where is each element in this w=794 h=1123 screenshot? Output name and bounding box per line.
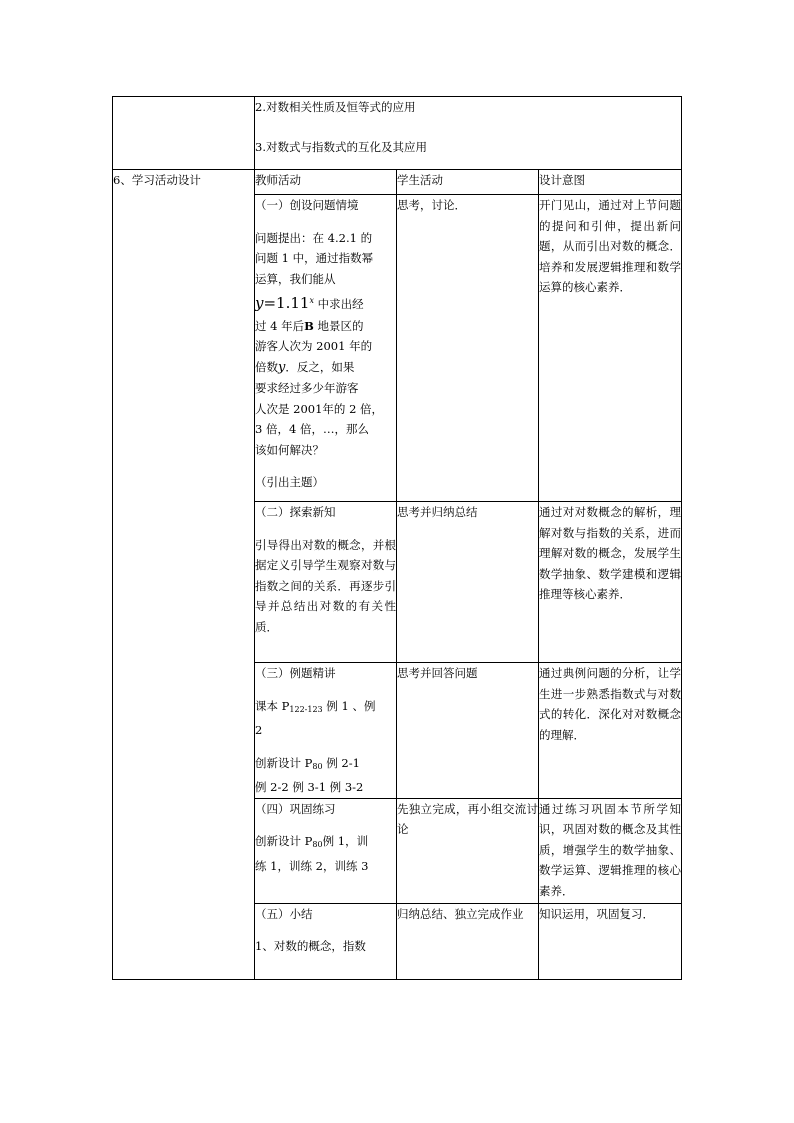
teacher-activity-cell (255, 502, 397, 663)
teacher-text-segment: 例 1，训 (322, 834, 369, 848)
row-title: （五）小结 (255, 906, 313, 921)
lesson-plan-table (112, 96, 682, 980)
formula-exponent: x (309, 296, 314, 305)
teacher-text-line: 问题提出：在 4.2.1 的 (255, 230, 373, 245)
objectives-label-cell (113, 97, 255, 170)
teacher-text-line: 要求经过多少年游客 (255, 381, 359, 396)
teacher-text-line: 人次是 2001年的 2 倍， (255, 401, 384, 416)
design-intent-cell (539, 903, 682, 979)
design-intent-text: 通过练习巩固本节所学知识，巩固对数的概念及其性质，增强学生的数学抽象、数学运算、逻辑推理的核心素养． (539, 801, 682, 898)
teacher-text-segment: 创新设计 P (255, 834, 313, 848)
section-label: 6、学习活动设计 (113, 173, 201, 187)
design-intent-text: 知识运用，巩固复习． (539, 906, 654, 921)
teacher-text-line: 运算，我们能从 (255, 271, 336, 286)
teacher-text: 1、对数的概念，指数 (255, 939, 366, 953)
header-intent-label: 设计意图 (539, 173, 585, 187)
student-activity-cell (397, 663, 539, 799)
teacher-text-line (255, 357, 396, 379)
student-activity-text: 思考并归纳总结 (397, 505, 478, 519)
objectives-content-cell (255, 97, 682, 170)
objective-line: 3.对数式与指数式的互化及其应用 (255, 140, 427, 154)
teacher-text-line: 练 1，训练 2，训练 3 (255, 858, 369, 873)
design-intent-cell (539, 663, 682, 799)
page-subscript: 80 (312, 761, 323, 771)
design-intent-text: 通过对对数概念的解析，理解对数与指数的关系，进而理解对数的概念，发展学生数学抽象、数学建模和逻辑推理等核心素养． (539, 505, 682, 601)
design-intent-text: 通过典例问题的分析，让学生进一步熟悉指数式与对数式的转化．深化对对数概念的理解． (539, 666, 682, 742)
formula-base: =1.11 (263, 293, 310, 312)
design-intent-cell (539, 195, 682, 502)
teacher-text-segment: 地景区的 (313, 318, 364, 333)
teacher-text-line: 问题 1 中，通过指数幂 (255, 251, 374, 265)
teacher-activity-cell (255, 663, 397, 799)
teacher-activity-cell (255, 903, 397, 979)
formula-line (255, 289, 396, 316)
teacher-text: 引导得出对数的概念，并根据定义引导学生观察对数与指数之间的关系．再逐步引导并总结出对数的有关性质． (255, 537, 396, 634)
teacher-text-line (255, 831, 396, 856)
teacher-activity-cell (255, 195, 397, 502)
teacher-text-line: 2 (255, 723, 263, 737)
teacher-text-segment: 例 2-1 (322, 755, 360, 770)
row-title: （三）例题精讲 (255, 666, 336, 680)
teacher-text-line: 游客人次为 2001 年的 (255, 339, 373, 354)
teacher-text-line (255, 753, 396, 778)
page-subscript: 122-123 (289, 704, 323, 714)
scenic-area-letter: B (304, 318, 314, 333)
teacher-activity-cell (255, 798, 397, 903)
teacher-text-line: 3 倍，4 倍，…，那么 (255, 422, 369, 437)
row-title: （一）创设问题情境 (255, 198, 359, 212)
row-title: （四）巩固练习 (255, 801, 336, 816)
teacher-note: （引出主题） (255, 475, 324, 490)
student-activity-text: 思考，讨论． (397, 198, 466, 212)
page-subscript: 80 (312, 840, 323, 849)
teacher-text-line (255, 316, 396, 337)
teacher-text-segment: ．反之，如果 (285, 359, 355, 374)
header-student-label: 学生活动 (397, 173, 443, 187)
header-student (397, 170, 539, 195)
variable-y: y (278, 359, 286, 375)
teacher-text-line: 例 2-2 例 3-1 例 3-2 (255, 780, 364, 794)
formula-trailing-text: 中求出经 (313, 296, 364, 311)
objective-line: 2.对数相关性质及恒等式的应用 (255, 100, 416, 114)
header-teacher-label: 教师活动 (255, 173, 301, 187)
row-title: （二）探索新知 (255, 505, 336, 519)
teacher-text-segment: 课本 P (255, 698, 290, 713)
design-intent-cell (539, 502, 682, 663)
student-activity-cell (397, 798, 539, 903)
student-activity-cell (397, 195, 539, 502)
design-intent-cell (539, 798, 682, 903)
teacher-text-line (255, 696, 396, 721)
student-activity-text: 归纳总结、独立完成作业 (397, 906, 524, 921)
teacher-text-line: 该如何解决？ (255, 442, 324, 457)
header-intent (539, 170, 682, 195)
section-label-cell (113, 170, 255, 980)
teacher-text-segment: 例 1 、例 (322, 698, 376, 713)
formula-y: y (255, 293, 264, 312)
student-activity-text: 思考并回答问题 (397, 666, 478, 680)
student-activity-text: 先独立完成，再小组交流讨论 (397, 801, 538, 836)
design-intent-text: 开门见山，通过对上节问题的提问和引伸，提出新问题，从而引出对数的概念．培养和发展逻辑推理和数学运算的核心素养． (539, 198, 682, 294)
teacher-text-segment: 过 4 年后 (255, 318, 305, 333)
teacher-text-segment: 倍数 (255, 359, 278, 374)
objectives-row (113, 97, 682, 170)
table-header-row (113, 170, 682, 195)
student-activity-cell (397, 903, 539, 979)
teacher-text-segment: 创新设计 P (255, 755, 313, 770)
header-teacher (255, 170, 397, 195)
student-activity-cell (397, 502, 539, 663)
